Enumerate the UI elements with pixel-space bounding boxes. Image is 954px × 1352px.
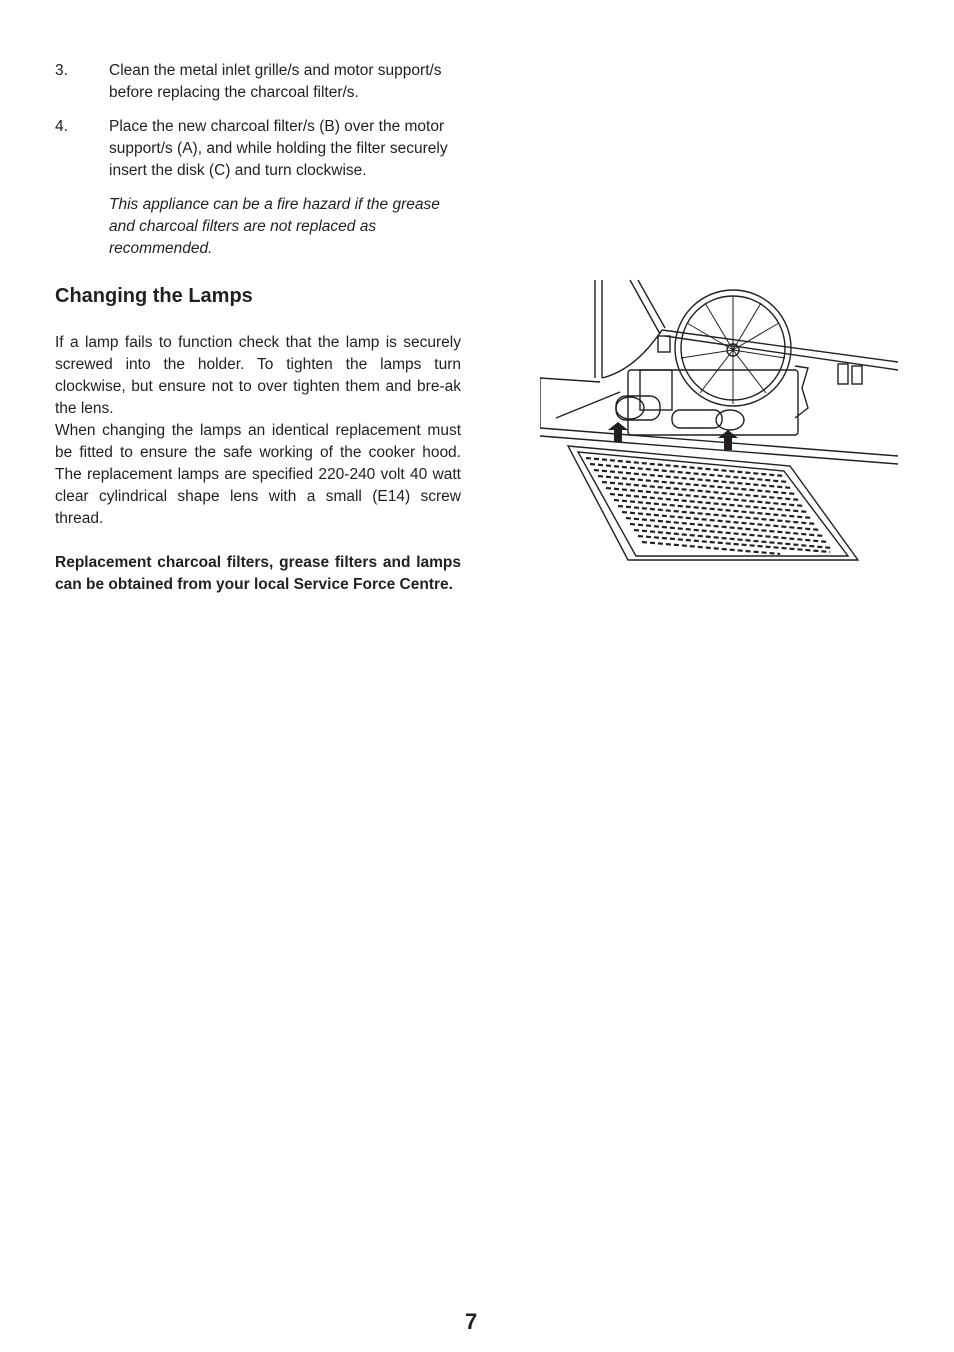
step-3: [55, 60, 461, 104]
step-number: 3.: [55, 62, 68, 79]
step-text: Clean the metal inlet grille/s and motor support/s before replacing the charcoal filter/s.: [109, 62, 442, 101]
fire-hazard-warning: This appliance can be a fire hazard if the grease and charcoal filters are not replaced as recommended.: [109, 196, 440, 257]
section-heading: Changing the Lamps: [55, 285, 253, 307]
lamp-replacement-paragraph: When changing the lamps an identical replacement must be fitted to ensure the safe working of the cooker hood. The replacement lamps are specified 220-240 volt 40 watt clear cylindrical shape lens with a small (E14) screw thread.: [55, 422, 461, 527]
lamp-check-paragraph: If a lamp fails to function check that the lamp is securely screwed into the holder. To tighten the lamps turn clockwise, but ensure not to over tighten them and bre-ak the lens.: [55, 334, 461, 417]
step-text: Place the new charcoal filter/s (B) over the motor support/s (A), and while holding the filter securely insert the disk (C) and turn clockwise.: [109, 118, 448, 179]
service-note: Replacement charcoal filters, grease filters and lamps can be obtained from your local Service Force Centre.: [55, 554, 461, 593]
step-4: [55, 116, 461, 182]
cooker-hood-illustration: [540, 278, 900, 568]
text-column: [55, 60, 461, 596]
step-number: 4.: [55, 118, 68, 135]
page-number: 7: [465, 1309, 478, 1334]
